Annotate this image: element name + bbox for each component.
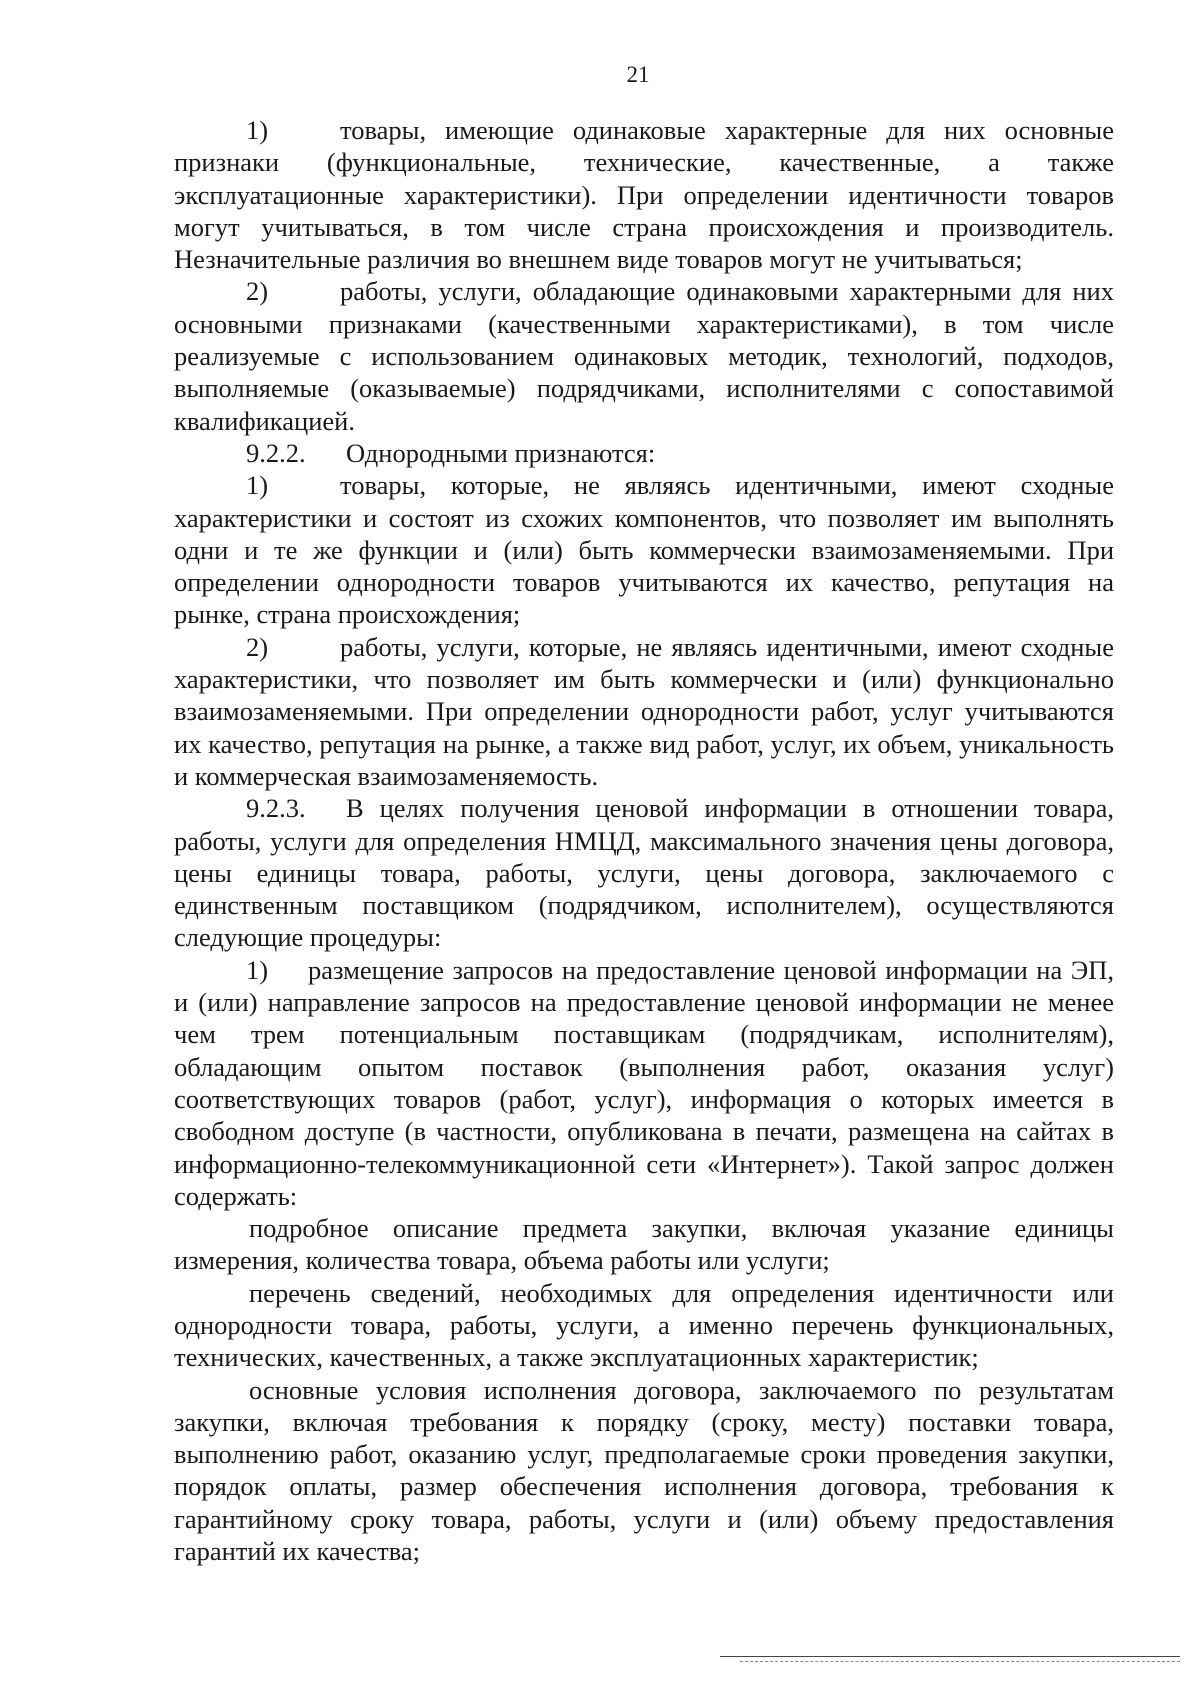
paragraph-text: размещение запросов на предоставление ценовой информации на ЭП, и (или) направление запросов на предоставление ценовой информации не менее чем трем потенциальным поставщикам (подрядчикам, исполнителям), обладающим опытом поставок (выполнения работ, оказания услуг) соответствующих товаров (работ, услуг), информация о которых имеется в свободном доступе (в частности, опубликована в печати, размещена на сайтах в информационно-телекоммуникационной сети «Интернет»). Такой запрос должен содержать:: [174, 954, 1114, 1211]
document-body: [174, 114, 1114, 1567]
paragraph-text: товары, имеющие одинаковые характерные для них основные признаки (функциональные, технические, качественные, а также эксплуатационные характеристики). При определении идентичности товаров могут учитываться, в том числе страна происхождения и производитель. Незначительные различия во внешнем виде товаров могут не учитываться;: [174, 115, 1114, 275]
page-number: 21: [626, 62, 650, 87]
item-number: 1): [246, 954, 269, 985]
paragraph-section-9-2-3: [174, 792, 1114, 953]
paragraph-text: В целях получения ценовой информации в отношении товара, работы, услуги для определения НМЦД, максимального значения цены договора, цены единицы товара, работы, услуги, цены договора, заключаемого с единственным поставщиком (подрядчиком, исполнителем), осуществляются следующие процедуры:: [174, 793, 1114, 953]
paragraph-homogeneous-works: [174, 631, 1114, 792]
paragraph-section-9-2-2: [174, 437, 1114, 469]
paragraph-text: Однородными признаются:: [346, 437, 656, 468]
paragraph-identical-works: [174, 275, 1114, 436]
section-number: 9.2.2.: [246, 437, 306, 468]
item-number: 2): [246, 631, 269, 662]
footer-rule-faint: [740, 1661, 1180, 1662]
paragraph-request-description: подробное описание предмета закупки, включая указание единицы измерения, количества товара, объема работы или услуги;: [174, 1213, 1114, 1276]
item-number: 1): [246, 470, 269, 501]
paragraph-identical-goods: [174, 114, 1114, 275]
paragraph-price-requests: [174, 954, 1114, 1212]
paragraph-text: товары, которые, не являясь идентичными, имеют сходные характеристики и состоят из схожих компонентов, что позволяет им выполнять одни и те же функции и (или) быть коммерчески взаимозаменяемыми. При определении однородности товаров учитываются их качество, репутация на рынке, страна происхождения;: [174, 470, 1114, 630]
paragraph-homogeneous-goods: [174, 469, 1114, 630]
paragraph-request-characteristics: перечень сведений, необходимых для определения идентичности или однородности товара, работы, услуги, а именно перечень функциональных, технических, качественных, а также эксплуатационных характеристик;: [174, 1277, 1114, 1373]
paragraph-text: работы, услуги, которые, не являясь идентичными, имеют сходные характеристики, что позволяет им быть коммерчески и (или) функционально взаимозаменяемыми. При определении однородности работ, услуг учитываются их качество, репутация на рынке, а также вид работ, услуг, их объем, уникальность и коммерческая взаимозаменяемость.: [174, 631, 1114, 791]
item-number: 1): [246, 115, 269, 145]
paragraph-text: работы, услуги, обладающие одинаковыми характерными для них основными признаками (качественными характеристиками), в том числе реализуемые с использованием одинаковых методик, технологий, подходов, выполняемые (оказываемые) подрядчиками, исполнителями с сопоставимой квалификацией.: [174, 276, 1114, 436]
item-number: 2): [246, 276, 269, 307]
paragraph-request-conditions: основные условия исполнения договора, заключаемого по результатам закупки, включая требования к порядку (сроку, месту) поставки товара, выполнению работ, оказанию услуг, предполагаемые сроки проведения закупки, порядок оплаты, размер обеспечения исполнения договора, требования к гарантийному сроку товара, работы, услуги и (или) объему предоставления гарантий их качества;: [174, 1374, 1114, 1567]
footer-rule: [720, 1656, 1180, 1657]
section-number: 9.2.3.: [246, 793, 306, 824]
